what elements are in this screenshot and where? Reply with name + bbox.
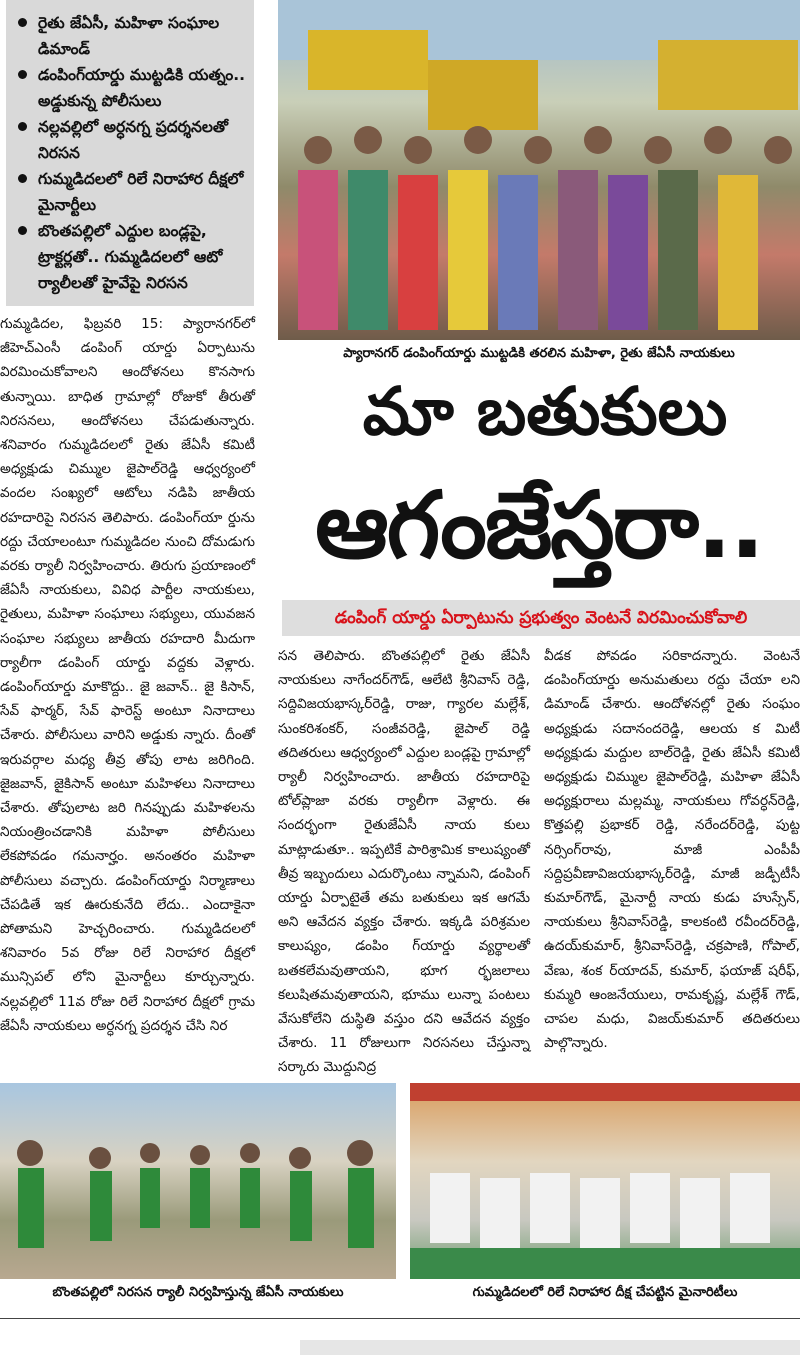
highlight-item: [18, 114, 246, 166]
article-text: గుమ్మడిదల, ఫిబ్రవరి 15: ప్యారానగర్‌లో జీహెచ్‌ఎంసీ డంపింగ్ యార్డు ఏర్పాటును విరమించుకోవాలని ఆందోళనలు కొనసాగు తున్నాయి. బాధిత గ్రామాల్లో రోజుకో తీరుతో నిరసనలు, ఆందోళనలు చేపడుతున్నారు. శనివారం గుమ్మడిదలలో రైతు జేఏసీ కమిటీ అధ్యక్షుడు చిమ్ముల జైపాల్‌రెడ్డి ఆధ్వర్యంలో వందల సంఖ్యలో ఆటోలు నడిపి జాతీయ రహదారిపై నిరసన తెలిపారు. డంపింగ్‌యా ర్డును రద్దు చేయాలంటూ గుమ్మడిదల నుంచి దోమడుగు వరకు ర్యాలీ నిర్వహించారు. తిరుగు ప్రయాణంలో జేఏసీ నాయకులు, వివిధ పార్టీల నాయకులు, రైతులు, మహిళా సంఘాలు సభ్యులు, యువజన సంఘాల సభ్యులు జాతీయ రహదారి మీదుగా ర్యాలీగా డంపింగ్ యార్డు వద్దకు వెళ్లారు. డంపింగ్‌యార్డు మాకొద్దు.. జై జవాన్.. జై కిసాన్, సేవ్ ఫార్మర్, సేవ్ ఫారెస్ట్ అంటూ నినాదాలు చేశారు. పోలీసులు వారిని అడ్డుకు న్నారు. దీంతో ఇరువర్గాల మధ్య తీవ్ర తోపు లాట జరిగింది. జైజవాన్, జైకిసాన్ అంటూ మహిళలు నినాదాలు చేశారు. తోపులాట జరి గినప్పుడు మహిళలను నియంత్రించడానికి మహిళా పోలీసులు లేకపోవడం గమనార్హం. అనంతరం మహిళా పోలీసులు వచ్చారు. డంపింగ్‌యార్డు నిర్మాణాలు చేపడితే ఇక ఊరుకునేది లేదు.. ఎందాకైనా పోతామని హెచ్చరించారు. గుమ్మడిదలలో శనివారం 5వ రోజు రిలే నిరాహార దీక్షలో మున్సిపల్ లోని మైనార్టీలు కూర్చున్నారు. నల్లవల్లిలో 11వ రోజు రిలే నిరాహార దీక్షలో గ్రామ జేఏసీ నాయకులు అర్ధనగ్న ప్రదర్శన చేసి నిర: [0, 316, 255, 1034]
bullet-icon: [18, 226, 27, 235]
headline-line-1: మా బతుకులు: [362, 373, 728, 450]
highlight-text: గుమ్మడిదలలో రిలే నిరాహార దీక్షలో మైనార్టీలు: [38, 170, 244, 214]
highlight-text: రైతు జేఏసీ, మహిళా సంఘాల డిమాండ్: [38, 14, 220, 58]
bullet-icon: [18, 174, 27, 183]
bottom-right-caption: గుమ్మడిదలలో రిలే నిరాహార దీక్ష చేపట్టిన మైనారిటీలు: [472, 1285, 738, 1300]
highlight-item: [18, 10, 246, 62]
article-column-2: [278, 644, 530, 1076]
article-text: సన తెలిపారు. బొంతపల్లిలో రైతు జేఏసీ నాయకులు నాగేందర్‌గౌడ్, ఆలేటి శ్రీనివాస్ రెడ్డి, సద్దివిజయభాస్కర్‌రెడ్డి, రాజు, గ్యారల మల్లేశ్, సుంకరిశంకర్, సంజీవరెడ్డి, జైపాల్ రెడ్డి తదితరులు ఆధ్వర్యంలో ఎద్దుల బండ్లపై గ్రామాల్లో ర్యాలీ నిర్వహించారు. జాతీయ రహదారిపై టోల్‌ప్లాజా వరకు ర్యాలీగా వెళ్లారు. ఈ సందర్భంగా రైతుజేఏసీ నాయ కులు మాట్లాడుతూ.. ఇప్పటికే పారిశ్రామిక కాలుష్యంతో తీవ్ర ఇబ్బందులు ఎదుర్కొంటు న్నామని, డంపింగ్ యార్డు ఏర్పాటైతే తమ బతుకులు ఇక ఆగమే అని ఆవేదన వ్యక్తం చేశారు. ఇక్కడి పరిశ్రమల కాలుష్యం, డంపిం గ్‌యార్డు వ్యర్థాలతో బతకలేమవుతాయని, భూగ ర్భజలాలు కలుషితమవుతాయని, భూము లున్నా పంటలు వేసుకోలేని దుస్థితి వస్తుం దని ఆవేదన వ్యక్తం చేశారు. 11 రోజులుగా నిరసనలు చేస్తున్నా సర్కారు మొద్దునిద్ర: [278, 648, 530, 1076]
top-photo-caption: ప్యారానగర్ డంపింగ్‌యార్డు ముట్టడికి తరలిన మహిళా, రైతు జేఏసీ నాయకులు: [343, 346, 735, 361]
bottom-divider: [0, 1318, 800, 1319]
article-column-3: [544, 644, 800, 1052]
bottom-left-photo: [0, 1083, 396, 1279]
next-article-strip: [300, 1340, 800, 1355]
article-text: వీడక పోవడం సరికాదన్నారు. వెంటనే డంపింగ్‌యార్డు అనుమతులు రద్దు చేయా లని డిమాండ్ చేశారు. ఆందోళనల్లో రైతు సంఘం అధ్యక్షుడు సదానందరెడ్డి, ఆలయ క మిటీ అధ్యక్షుడు మద్దుల బాల్‌రెడ్డి, రైతు జేఏసీ కమిటీ అధ్యక్షుడు చిమ్ముల జైపాల్‌రెడ్డి, మహిళా జేఏసీ అధ్యక్షురాలు మల్లమ్మ, నాయకులు గోవర్ధన్‌రెడ్డి, కొత్తపల్లి ప్రభాకర్ రెడ్డి, నరేందర్‌రెడ్డి, పుట్ట నర్సింగ్‌రావు, మాజీ ఎంపీపీ సద్దిప్రవీణావిజయభాస్కర్‌రెడ్డి, మాజీ జడ్పీటీసీ కుమార్‌గౌడ్, మైనార్టీ నాయ కుడు హుస్సేన్, నాయకులు శ్రీనివాస్‌రెడ్డి, కాలకంటి రవీందర్‌రెడ్డి, ఉదయ్‌కుమార్, శ్రీనివాస్‌రెడ్డి, చక్రపాణి, గోపాల్, వేణు, శంక ర్‌యాదవ్, కుమార్, ఫయాజ్ షరీఫ్, కుమ్మరి ఆంజనేయులు, రామకృష్ణ, మల్లేశ్ గౌడ్, చాపల మధు, విజయ్‌కుమార్ తదితరులు పాల్గొన్నారు.: [544, 648, 800, 1052]
highlight-item: [18, 218, 246, 296]
bullet-icon: [18, 122, 27, 131]
headline-line-2: ఆగంజేస్తరా..: [315, 472, 763, 579]
highlights-list: [18, 10, 246, 296]
top-photo: [278, 0, 800, 340]
bullet-icon: [18, 70, 27, 79]
highlight-item: [18, 166, 246, 218]
bullet-icon: [18, 18, 27, 27]
highlights-box: [6, 0, 254, 306]
article-column-1: [0, 312, 255, 1047]
bottom-right-photo: [410, 1083, 800, 1279]
subheadline: డంపింగ్ యార్డు ఏర్పాటును ప్రభుత్వం వెంటనే విరమించుకోవాలి: [282, 600, 800, 636]
highlight-text: నల్లవల్లిలో అర్ధనగ్న ప్రదర్శనలతో నిరసన: [38, 118, 229, 162]
highlight-text: బొంతపల్లిలో ఎద్దుల బండ్లపై, ట్రాక్టర్లతో.. గుమ్మడిదలలో ఆటో ర్యాలీలతో హైవేపై నిరసన: [38, 222, 223, 292]
highlight-item: [18, 62, 246, 114]
bottom-left-caption: బొంతపల్లిలో నిరసన ర్యాలీ నిర్వహిస్తున్న జేఏసీ నాయకులు: [52, 1285, 344, 1300]
highlight-text: డంపింగ్‌యార్డు ముట్టడికి యత్నం.. అడ్డుకున్న పోలీసులు: [38, 66, 245, 110]
